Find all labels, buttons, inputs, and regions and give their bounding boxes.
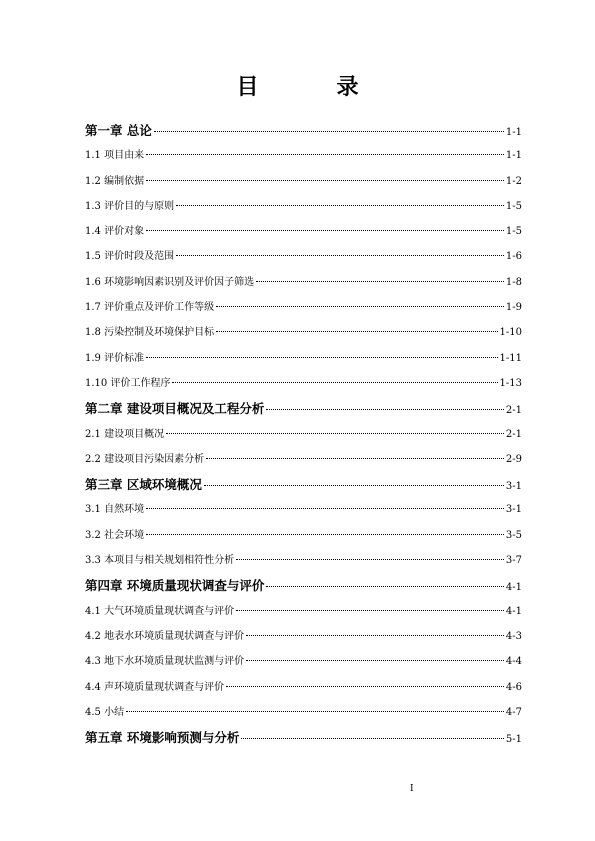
toc-entry-page: 1-1 [505,150,522,162]
toc-section-entry[interactable] [85,526,522,551]
toc-entry-page: 3-5 [505,529,522,541]
dot-leader [266,586,504,587]
toc-entry-page: 3-7 [505,555,522,567]
toc-chapter-entry[interactable] [85,576,522,601]
toc-entry-label: 1.7 评价重点及评价工作等级 [85,302,215,314]
toc-entry-page: 4-3 [505,630,522,642]
toc-section-entry[interactable] [85,450,522,475]
dot-leader [216,306,504,307]
toc-entry-label: 1.6 环境影响因素识别及评价因子筛选 [85,276,255,288]
toc-section-entry[interactable] [85,298,522,323]
dot-leader [166,433,504,434]
dot-leader [256,281,504,282]
toc-chapter-entry[interactable] [85,399,522,424]
toc-entry-label: 2.1 建设项目概况 [85,428,165,440]
dot-leader [204,485,504,486]
dot-leader [154,131,504,132]
toc-entry-label: 1.9 评价标准 [85,352,145,364]
toc-entry-label: 1.3 评价目的与原则 [85,200,175,212]
toc-entry-label: 4.3 地下水环境质量现状监测与评价 [85,656,245,668]
dot-leader [246,660,504,661]
dot-leader [176,205,504,206]
toc-entry-label: 1.10 评价工作程序 [85,377,171,389]
toc-entry-page: 5-1 [505,734,522,746]
dot-leader [146,180,504,181]
dot-leader [146,534,504,535]
table-of-contents [85,121,522,753]
toc-entry-page: 1-5 [505,200,522,212]
toc-entry-page: 2-1 [505,428,522,440]
toc-entry-label: 第四章 环境质量现状调查与评价 [85,578,265,594]
dot-leader [226,686,504,687]
toc-entry-label: 第三章 区域环境概况 [85,477,202,493]
toc-entry-label: 4.1 大气环境质量现状调查与评价 [85,605,235,617]
toc-title: 目 录 [236,75,387,100]
toc-entry-label: 4.4 声环境质量现状调查与评价 [85,681,225,693]
dot-leader [241,738,504,739]
toc-section-entry[interactable] [85,197,522,222]
toc-section-entry[interactable] [85,222,522,247]
toc-entry-label: 2.2 建设项目污染因素分析 [85,453,205,465]
toc-section-entry[interactable] [85,323,522,348]
dot-leader [176,255,504,256]
toc-section-entry[interactable] [85,703,522,728]
dot-leader [216,331,497,332]
toc-entry-page: 1-13 [499,377,522,389]
toc-entry-label: 第一章 总论 [85,123,152,138]
toc-entry-label: 3.3 本项目与相关规划相符性分析 [85,555,235,567]
toc-section-entry[interactable] [85,374,522,399]
toc-entry-page: 3-1 [505,504,522,516]
toc-entry-page: 3-1 [505,481,522,493]
toc-section-entry[interactable] [85,678,522,703]
toc-section-entry[interactable] [85,627,522,652]
toc-entry-page: 1-8 [505,276,522,288]
toc-entry-label: 3.1 自然环境 [85,504,145,516]
toc-entry-page: 1-6 [505,251,522,263]
dot-leader [146,230,504,231]
toc-entry-label: 1.5 评价时段及范围 [85,251,175,263]
dot-leader [236,559,504,560]
toc-section-entry[interactable] [85,247,522,272]
dot-leader [236,610,504,611]
toc-entry-label: 1.1 项目由来 [85,150,145,162]
dot-leader [146,508,504,509]
dot-leader [146,154,504,155]
page-number: I [410,784,414,794]
dot-leader [126,711,504,712]
toc-section-entry[interactable] [85,602,522,627]
toc-entry-page: 1-2 [505,175,522,187]
toc-section-entry[interactable] [85,425,522,450]
toc-entry-page: 2-1 [505,405,522,417]
toc-section-entry[interactable] [85,273,522,298]
toc-entry-page: 4-7 [505,706,522,718]
toc-chapter-entry[interactable] [85,728,522,753]
toc-entry-label: 1.2 编制依据 [85,175,145,187]
toc-section-entry[interactable] [85,146,522,171]
toc-chapter-entry[interactable] [85,475,522,500]
toc-entry-label: 1.4 评价对象 [85,226,145,238]
toc-chapter-entry[interactable] [85,121,522,146]
dot-leader [146,357,497,358]
toc-section-entry[interactable] [85,349,522,374]
toc-entry-page: 4-1 [505,605,522,617]
toc-entry-page: 4-6 [505,681,522,693]
toc-entry-page: 1-10 [499,327,522,339]
toc-entry-label: 第二章 建设项目概况及工程分析 [85,401,265,417]
toc-section-entry[interactable] [85,500,522,525]
dot-leader [266,409,504,410]
toc-section-entry[interactable] [85,551,522,576]
toc-entry-page: 4-1 [505,582,522,594]
toc-entry-label: 第五章 环境影响预测与分析 [85,730,240,746]
toc-section-entry[interactable] [85,172,522,197]
toc-section-entry[interactable] [85,652,522,677]
dot-leader [172,382,497,383]
toc-entry-label: 1.8 污染控制及环境保护目标 [85,327,215,339]
toc-entry-label: 4.2 地表水环境质量现状调查与评价 [85,630,245,642]
toc-entry-label: 3.2 社会环境 [85,529,145,541]
toc-entry-page: 1-11 [499,352,522,364]
toc-entry-label: 4.5 小结 [85,706,125,718]
toc-entry-page: 1-5 [505,226,522,238]
dot-leader [206,458,504,459]
toc-entry-page: 1-9 [505,302,522,314]
toc-entry-page: 4-4 [505,656,522,668]
toc-entry-page: 2-9 [505,453,522,465]
dot-leader [246,635,504,636]
toc-entry-page: 1-1 [505,127,522,138]
